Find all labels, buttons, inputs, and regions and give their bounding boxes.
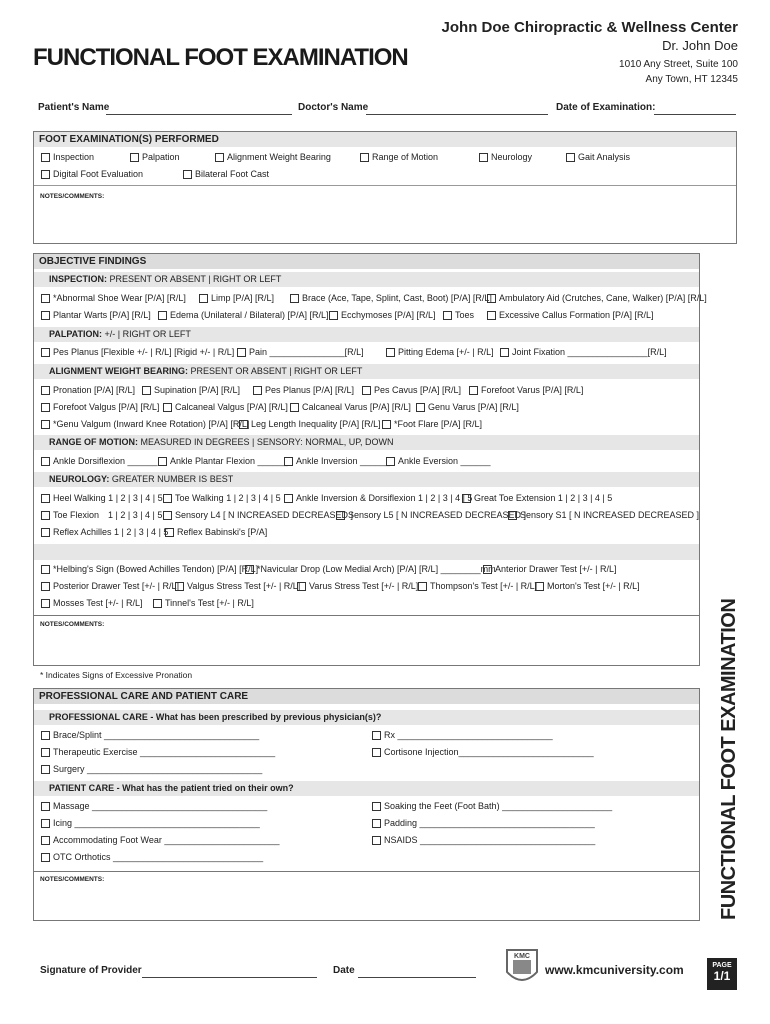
ambulatory-aid[interactable]: Ambulatory Aid (Crutches, Cane, Walker) [P/A] [R/L] [487,293,707,303]
checkbox[interactable] [41,748,50,757]
checkbox[interactable] [382,420,391,429]
address-line1: 1010 Any Street, Suite 100 [619,59,738,70]
checkbox[interactable] [290,403,299,412]
checkbox[interactable] [163,511,172,520]
tests-head [34,544,699,560]
reflex-achilles[interactable]: Reflex Achilles 1 | 2 | 3 | 4 | 5 [41,527,168,537]
checkbox[interactable] [153,599,162,608]
checkbox[interactable] [41,599,50,608]
checkbox[interactable] [41,853,50,862]
date-label: Date [333,965,355,976]
checkbox[interactable] [566,153,575,162]
foot-flare[interactable]: *Foot Flare [P/A] [R/L] [382,419,482,429]
divider [34,185,736,186]
mosses-test[interactable]: Mosses Test [+/- | R/L] [41,598,142,608]
varus-stress[interactable]: Varus Stress Test [+/- | R/L] [297,581,418,591]
joint-fixation[interactable]: Joint Fixation ________________[R/L] [500,347,667,357]
cortisone-injection[interactable]: Cortisone Injection___________________________ [372,747,594,757]
side-title: FUNCTIONAL FOOT EXAMINATION [718,598,740,920]
checkbox[interactable] [372,836,381,845]
tinnels-test[interactable]: Tinnel's Test [+/- | R/L] [153,598,254,608]
checkbox[interactable] [183,170,192,179]
icing[interactable]: Icing _____________________________________ [41,818,260,828]
exam-inspection[interactable]: Inspection [41,152,94,162]
date-field[interactable] [358,977,476,978]
limp[interactable]: Limp [P/A] [R/L] [199,293,274,303]
footnote: * Indicates Signs of Excessive Pronation [40,670,193,680]
objective-notes-box[interactable] [33,615,700,666]
sensory-s1[interactable]: Sensory S1 [ N INCREASED DECREASED ] [508,510,699,520]
pes-cavus[interactable]: Pes Cavus [P/A] [R/L] [362,385,461,395]
calcaneal-valgus[interactable]: Calcaneal Valgus [P/A] [R/L] [163,402,288,412]
massage[interactable]: Massage ___________________________________ [41,801,267,811]
navicular-drop[interactable]: *Navicular Drop (Low Medial Arch) [P/A] [R/L] ________mm [245,564,496,574]
exam-cast[interactable]: Bilateral Foot Cast [183,169,269,179]
checkbox[interactable] [41,311,50,320]
ankle-eversion[interactable]: Ankle Eversion ______ [386,456,491,466]
genu-valgum[interactable]: *Genu Valgum (Inward Knee Rotation) [P/A] [R/L] [41,419,249,429]
pes-planus[interactable]: Pes Planus [P/A] [R/L] [253,385,354,395]
checkbox[interactable] [508,511,517,520]
pronation[interactable]: Pronation [P/A] [R/L] [41,385,135,395]
heel-walking[interactable]: Heel Walking 1 | 2 | 3 | 4 | 5 [41,493,163,503]
exam-neurology[interactable]: Neurology [479,152,532,162]
signature-field[interactable] [142,977,317,978]
nsaids[interactable]: NSAIDS ___________________________________ [372,835,595,845]
page-badge: PAGE 1/1 [707,958,737,990]
checkbox[interactable] [284,457,293,466]
checkbox[interactable] [41,802,50,811]
padding[interactable]: Padding ___________________________________ [372,818,595,828]
checkbox[interactable] [41,528,50,537]
patient-name-field[interactable] [106,114,292,115]
exam-gait[interactable]: Gait Analysis [566,152,630,162]
checkbox[interactable] [245,565,254,574]
pes-planus-palpation[interactable]: Pes Planus [Flexible +/- | R/L] [Rigid +/- | R/L] [41,347,234,357]
checkbox[interactable] [500,348,509,357]
ankle-dorsiflexion[interactable]: Ankle Dorsiflexion ______ [41,456,158,466]
exam-palpation[interactable]: Palpation [130,152,180,162]
calcaneal-varus[interactable]: Calcaneal Varus [P/A] [R/L] [290,402,411,412]
signature-label: Signature of Provider [40,965,142,976]
toe-walking[interactable]: Toe Walking 1 | 2 | 3 | 4 | 5 [163,493,281,503]
address-line2: Any Town, HT 12345 [645,74,738,85]
checkbox[interactable] [41,294,50,303]
center-name: John Doe Chiropractic & Wellness Center [441,19,738,36]
alignment-head: ALIGNMENT WEIGHT BEARING: PRESENT OR ABSENT | RIGHT OR LEFT [34,364,699,379]
checkbox[interactable] [41,348,50,357]
care-notes-label: NOTES/COMMENTS: [40,876,105,883]
exam-alignment[interactable]: Alignment Weight Bearing [215,152,331,162]
palpation-head: PALPATION: +/- | RIGHT OR LEFT [34,327,699,342]
checkbox[interactable] [372,819,381,828]
svg-text:KMC: KMC [514,953,530,960]
accommodating-foot-wear[interactable]: Accommodating Foot Wear _______________________ [41,835,280,845]
kmc-logo [503,946,541,988]
rom-head: RANGE OF MOTION: MEASURED IN DEGREES | SENSORY: NORMAL, UP, DOWN [34,435,699,450]
care-notes-box[interactable] [33,871,700,921]
edema[interactable]: Edema (Unilateral / Bilateral) [P/A] [R/L] [158,310,329,320]
checkbox[interactable] [41,565,50,574]
exams-title: FOOT EXAMINATION(S) PERFORMED [34,132,736,147]
objective-title: OBJECTIVE FINDINGS [34,254,699,269]
valgus-stress[interactable]: Valgus Stress Test [+/- | R/L] [175,581,300,591]
checkbox[interactable] [175,582,184,591]
checkbox[interactable] [142,386,151,395]
checkbox[interactable] [158,311,167,320]
inspection-head: INSPECTION: PRESENT OR ABSENT | RIGHT OR LEFT [34,272,699,287]
form-title: FUNCTIONAL FOOT EXAMINATION [33,44,408,71]
checkbox[interactable] [329,311,338,320]
doctor-name: Dr. John Doe [662,38,738,53]
thompsons-test[interactable]: Thompson's Test [+/- | R/L] [418,581,537,591]
checkbox[interactable] [418,582,427,591]
plantar-warts[interactable]: Plantar Warts [P/A] [R/L] [41,310,151,320]
checkbox[interactable] [41,494,50,503]
posterior-drawer[interactable]: Posterior Drawer Test [+/- | R/L] [41,581,179,591]
checkbox[interactable] [41,819,50,828]
pitting-edema[interactable]: Pitting Edema [+/- | R/L] [386,347,494,357]
checkbox[interactable] [372,802,381,811]
reflex-babinski[interactable]: Reflex Babinski's [P/A] [165,527,267,537]
exam-date-field[interactable] [654,114,736,115]
checkbox[interactable] [41,420,50,429]
checkbox[interactable] [237,348,246,357]
exam-digital[interactable]: Digital Foot Evaluation [41,169,143,179]
checkbox[interactable] [336,511,345,520]
ankle-inversion[interactable]: Ankle Inversion ______ [284,456,390,466]
supination[interactable]: Supination [P/A] [R/L] [142,385,240,395]
checkbox[interactable] [462,494,471,503]
leg-length[interactable]: Leg Length Inequality [P/A] [R/L] [239,419,381,429]
toe-flexion[interactable]: Toe Flexion [41,510,99,520]
sensory-l4[interactable]: Sensory L4 [ N INCREASED DECREASED ] [163,510,353,520]
checkbox[interactable] [479,153,488,162]
doctor-name-label: Doctor's Name [298,102,369,113]
checkbox[interactable] [41,153,50,162]
checkbox[interactable] [443,311,452,320]
checkbox[interactable] [487,294,496,303]
checkbox[interactable] [360,153,369,162]
checkbox[interactable] [469,386,478,395]
brace[interactable]: Brace (Ace, Tape, Splint, Cast, Boot) [P/A] [R/L] [290,293,492,303]
checkbox[interactable] [290,294,299,303]
doctor-name-field[interactable] [366,114,548,115]
rx[interactable]: Rx _______________________________ [372,730,553,740]
pain[interactable]: Pain _______________[R/L] [237,347,364,357]
prof-care-head: PROFESSIONAL CARE - What has been prescribed by previous physician(s)? [34,710,699,725]
objective-notes-label: NOTES/COMMENTS: [40,621,105,628]
mortons-test[interactable]: Morton's Test [+/- | R/L] [535,581,640,591]
neurology-head: NEUROLOGY: GREATER NUMBER IS BEST [34,472,699,487]
checkbox[interactable] [163,403,172,412]
checkbox[interactable] [239,420,248,429]
checkbox[interactable] [41,836,50,845]
exams-section [33,131,737,244]
excessive-callus[interactable]: Excessive Callus Formation [P/A] [R/L] [487,310,654,320]
exam-rom[interactable]: Range of Motion [360,152,438,162]
checkbox[interactable] [199,294,208,303]
therapeutic-exercise[interactable]: Therapeutic Exercise ___________________________ [41,747,275,757]
checkbox[interactable] [41,582,50,591]
checkbox[interactable] [284,494,293,503]
forefoot-varus[interactable]: Forefoot Varus [P/A] [R/L] [469,385,583,395]
checkbox[interactable] [535,582,544,591]
toes[interactable]: Toes [443,310,474,320]
checkbox[interactable] [372,748,381,757]
care-title: PROFESSIONAL CARE AND PATIENT CARE [34,689,699,704]
checkbox[interactable] [163,494,172,503]
checkbox[interactable] [372,731,381,740]
checkbox[interactable] [297,582,306,591]
brace-splint[interactable]: Brace/Splint _______________________________ [41,730,259,740]
checkbox[interactable] [41,731,50,740]
forefoot-valgus[interactable]: Forefoot Valgus [P/A] [R/L] [41,402,159,412]
ecchymoses[interactable]: Ecchymoses [P/A] [R/L] [329,310,436,320]
checkbox[interactable] [158,457,167,466]
checkbox[interactable] [41,386,50,395]
patient-care-head: PATIENT CARE - What has the patient tried on their own? [34,781,699,796]
checkbox[interactable] [41,170,50,179]
sensory-l5[interactable]: Sensory L5 [ N INCREASED DECREASED ] [336,510,526,520]
checkbox[interactable] [416,403,425,412]
checkbox[interactable] [130,153,139,162]
exams-notes-label: NOTES/COMMENTS: [40,193,105,200]
checkbox[interactable] [386,457,395,466]
otc-orthotics[interactable]: OTC Orthotics ______________________________ [41,852,263,862]
ankle-inversion-dorsiflexion[interactable]: Ankle Inversion & Dorsiflexion 1 | 2 | 3 | 4 | 5 [284,493,472,503]
checkbox[interactable] [487,311,496,320]
anterior-drawer[interactable]: Anterior Drawer Test [+/- | R/L] [483,564,616,574]
checkbox[interactable] [215,153,224,162]
checkbox[interactable] [41,457,50,466]
website[interactable]: www.kmcuniversity.com [545,963,684,977]
checkbox[interactable] [41,511,50,520]
exam-date-label: Date of Examination: [556,102,656,113]
surgery[interactable]: Surgery ___________________________________ [41,764,262,774]
checkbox[interactable] [362,386,371,395]
abnormal-shoe-wear[interactable]: *Abnormal Shoe Wear [P/A] [R/L] [41,293,186,303]
great-toe-extension[interactable]: Great Toe Extension 1 | 2 | 3 | 4 | 5 [462,493,612,503]
ankle-plantar-flexion[interactable]: Ankle Plantar Flexion ______ [158,456,288,466]
checkbox[interactable] [41,403,50,412]
checkbox[interactable] [41,765,50,774]
soaking-feet[interactable]: Soaking the Feet (Foot Bath) ______________________ [372,801,612,811]
checkbox[interactable] [386,348,395,357]
helbings-sign[interactable]: *Helbing's Sign (Bowed Achilles Tendon) [P/A] [R/L] [41,564,258,574]
checkbox[interactable] [483,565,492,574]
genu-varus[interactable]: Genu Varus [P/A] [R/L] [416,402,519,412]
patient-name-label: Patient's Name [38,102,110,113]
checkbox[interactable] [165,528,174,537]
checkbox[interactable] [253,386,262,395]
toe-flexion-scale: 1 | 2 | 3 | 4 | 5 [108,510,163,520]
